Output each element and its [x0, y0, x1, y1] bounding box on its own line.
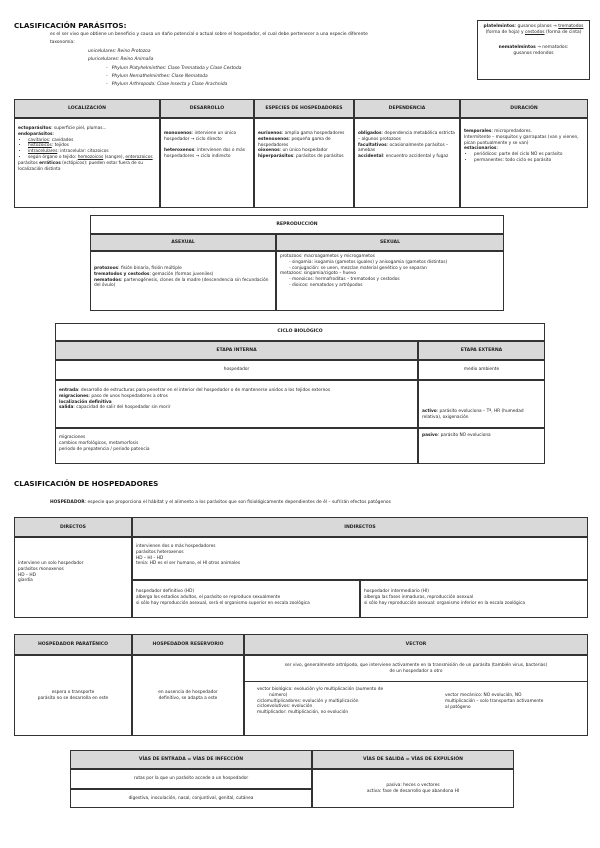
phylum-2: - Phylum Nemathelminthes: Clase Nematoda: [106, 74, 208, 79]
cell-especies: eurixenos: amplia gama hospedadores estenoxenos: pequeña gama de hospedadores oioxenos: un único hospedador hiperparásitos: parásitos de parásitos: [254, 118, 354, 208]
title-clasificacion-parasitos: CLASIFICACIÓN PARÁSITOS:: [14, 21, 127, 30]
vector-definition-cell: ser vivo, generalmente artrópodo, que interviene activamente en la transmisión de un parásito (también virus, bacterias) de un hospedador a otro: [244, 655, 588, 682]
vias-entrada-list: digestiva, inoculación, nasal, conjuntival, genital, cutánea: [70, 789, 312, 808]
phylum-1: - Phylum Platyhelminthes: Clase Trematoda y Clase Cestoda: [106, 66, 242, 71]
vector-types-cell: [244, 682, 588, 736]
directos-header: DIRECTOS: [14, 517, 132, 537]
cell-localizacion: ectoparásitos: superficie piel, plumas... endoparásitos: • cavitarios: cavidades • histozoicos: tejidos • intracelulares: intracelular: citozoicos • según órgano o tejido: hemozoicos (sangre), enterozoicos parásitos erráticos (ectópicos): pueden estar fuera de su localización distinta: [14, 118, 160, 208]
repro-sexual-header: SEXUAL: [276, 234, 504, 251]
taxonomia-label: taxonomía:: [50, 40, 75, 45]
ciclo-externa-cell: activo: parásito evoluciona – Tª, HR (humedad relativa), oxigenación: [418, 380, 545, 428]
cell-dependencia: obligados: dependencia metabólica estricta – algunos protozoos facultativos: ocasionalmente parásitos – amebas accidental: encuentro accidental y fugaz: [354, 118, 460, 208]
indirectos-top-cell: intervienen dos o más hospedadores parásitos heteroxenos HD – HI – HD tenia: HD es el ser humano, el HI otros animales: [132, 537, 588, 580]
reservorio-cell: en ausencia de hospedador definitivo, se adapta a este: [132, 655, 244, 736]
medio-ambiente-cell: medio ambiente: [418, 360, 545, 380]
header-desarrollo: DESARROLLO: [160, 99, 254, 118]
etapa-interna-header: ETAPA INTERNA: [55, 341, 418, 360]
title-clasificacion-hospedadores: CLASIFICACIÓN DE HOSPEDADORES: [14, 479, 159, 488]
paratenico-header: HOSPEDADOR PARATÉNICO: [14, 634, 132, 655]
header-dependencia: DEPENDENCIA: [354, 99, 460, 118]
hospedador-definitivo-cell: hospedador definitivo (HD) alberga los estadios adultos, el parásito se reproduce sexualmente si sólo hay reproducción asexual, será el organismo superior en escala zoológica: [132, 580, 360, 618]
hospedador-intermediario-cell: hospedador intermediario (HI) alberga las fases inmaduras, reproducción asexual si sólo hay reproducción asexual: organismo inferior en la escala zoológica: [360, 580, 588, 618]
indirectos-header: INDIRECTOS: [132, 517, 588, 537]
directos-cell: interviene un solo hospedador parásitos monoxenos HD – HD giardia: [14, 537, 132, 618]
vias-entrada-header: VÍAS DE ENTRADA = VÍAS DE INFECCIÓN: [70, 750, 312, 769]
ciclo-interna-cell: entrada: desarrollo de estructuras para penetrar en el interior del hospedador o de mantenerse unidos a los tejidos externos migraciones: paso de unos hospedadores a otros localización definitiva salida: capacidad de salir del hospedador sin morir: [55, 380, 418, 428]
cell-desarrollo: monoxenos: interviene un único hospedador → ciclo directo heteroxenos: intervienen dos o más hospedadores → ciclo indirecto: [160, 118, 254, 208]
repro-title: REPRODUCCIÓN: [90, 215, 504, 234]
reservorio-header: HOSPEDADOR RESERVORIO: [132, 634, 244, 655]
vector-mecanico: vector mecánico: NO evolución, NO multiplicación – solo transportan activamente al patógeno: [445, 693, 544, 710]
etapa-externa-header: ETAPA EXTERNA: [418, 341, 545, 360]
helmintos-note-box: platelmintos: gusanos planos → trematodos (forma de hoja) y cestodos (forma de cinta) nematelmintos → nematodos: gusanos redondos: [477, 20, 590, 80]
intro-text: es el ser vivo que obtiene un beneficio y causa un daño potencial o actual sobre el hospedador, el cual debe pertenecer a una especie diferente: [50, 32, 368, 37]
repro-asexual-cell: protozoos: fisión binaria, fisión múltiple trematodos y cestodos: gemación (formas juveniles) nematodos: partenogénesis, clones de la madre (descendencia sin fecundación del óvulo): [90, 251, 276, 311]
paratenico-cell: espera o transporte parásito no se desarrolla en este: [14, 655, 132, 736]
vias-entrada-definition: rutas por la que un parásito accede a un hospedador: [70, 769, 312, 789]
header-especies: ESPECIES DE HOSPEDADORES: [254, 99, 354, 118]
header-localizacion: LOCALIZACIÓN: [14, 99, 160, 118]
repro-asexual-header: ASEXUAL: [90, 234, 276, 251]
repro-sexual-cell: protozoos: macroagametos y microgametos - singamia: isogamia (gametos iguales) y anisogamia (gametos distintos) - conjugación: se unen, mezclan material genético y se separan metazoos: singamia/cigoto – huevo - monoicos: hermafroditas – trematodos y cestodos - dioicos: nematodos y artrópodos: [276, 251, 504, 311]
ciclo-title: CICLO BIOLÓGICO: [55, 323, 545, 341]
vias-salida-cell: pasiva: heces o vectores activa: fase de desarrollo que abandona HI: [312, 769, 514, 808]
migraciones-cell: migraciones cambios morfológicos, metamorfosis periodo de prepatencia / periodo patencia: [55, 428, 418, 464]
pasivo-cell: pasivo: parásito NO evoluciona: [418, 428, 545, 464]
hospedador-definition: HOSPEDADOR: especie que proporciona el hábitat y el alimento a los parásitos que son fisiológicamente dependientes de él – sufrirán efectos patógenos: [50, 500, 391, 505]
vector-header: VECTOR: [244, 634, 588, 655]
hospedador-cell: hospedador: [55, 360, 418, 380]
vector-biologico: vector biológico: evolución y/o multiplicación (aumento de número) ciclomultiplicadores: evolución y multiplicación cicloevolutivos: evolución multiplicador: multiplicación, no evolución: [257, 687, 384, 716]
header-duracion: DURACIÓN: [460, 99, 588, 118]
pluricelulares: pluricelulares: Reino Animalia: [88, 57, 154, 62]
unicelulares: unicelulares: Reino Protozoa: [88, 49, 151, 54]
vias-salida-header: VÍAS DE SALIDA = VÍAS DE EXPULSIÓN: [312, 750, 514, 769]
phylum-3: - Phylum Arthropoda: Clase Insecta y Clase Arachnida: [106, 82, 228, 87]
cell-duracion: temporales: micropredadores. Intermitente – mosquitos y garrapatas (van y vienen, pican puntualmente y se van) estacionarios: • periódicos: parte del ciclo NO es parásito • permanentes: todo ciclo es parásito: [460, 118, 588, 208]
